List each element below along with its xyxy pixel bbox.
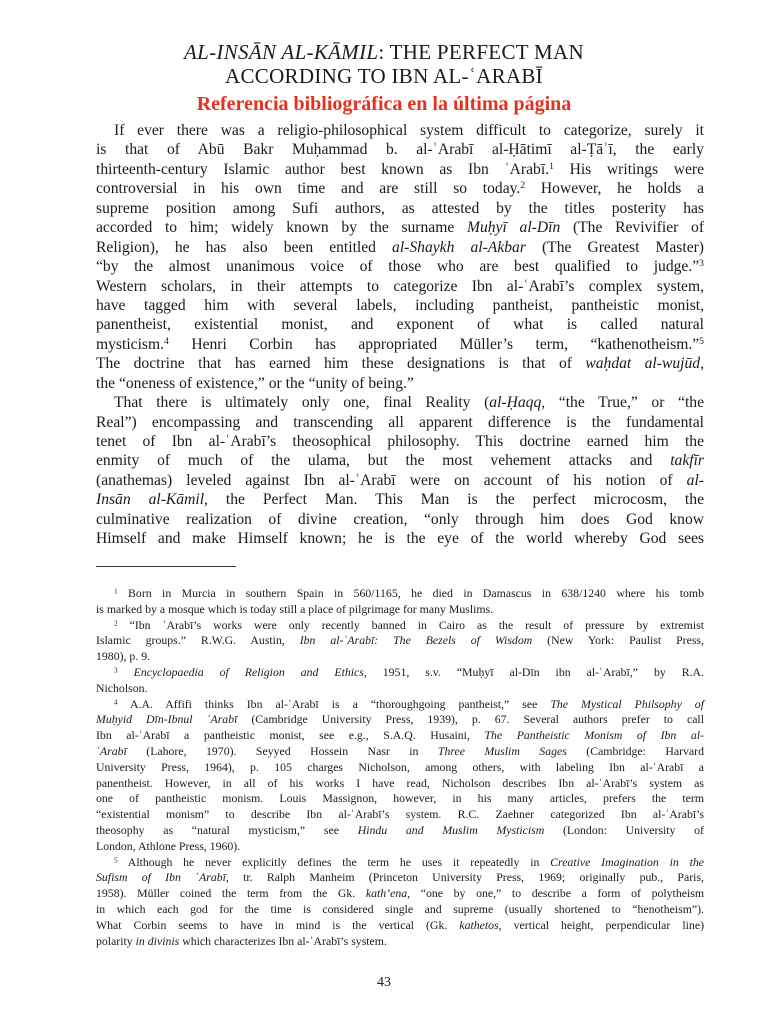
footnote-line: polarity in divinis which characterizes Ibn al-ʿArabī’s system. [96,933,387,948]
title-rest: : THE PERFECT MAN [378,40,584,64]
title-italic: AL-INSĀN AL-KĀMIL [184,40,379,64]
footnote-ref[interactable]: 5 [699,335,704,347]
body-text [96,121,704,549]
body-line: If ever there was a religio-philosophical system difficult to categorize, surely it [114,122,704,139]
footnote-line: is marked by a mosque which is today still a place of pilgrimage for many Muslims. [96,601,494,616]
body-line: Religion), he has also been entitled al-Shaykh al-Akbar (The Greatest Master) [96,238,704,256]
footnote-ref[interactable]: 4 [164,335,169,347]
footnote-1: $^1$ Born in Murcia in southern Spain in 560/1165, he died in Damascus in 638/1240 where his tomb [114,586,704,600]
reference-note-heading: Referencia bibliográfica en la última página [196,93,572,115]
footnote-line: Muḥyid Dīn-Ibnul ʿArabī (Cambridge University Press, 1939), p. 67. Several authors prefer to call [96,712,704,727]
body-line: The doctrine that has earned him these designations is that of waḥdat al-wujūd, [96,355,704,373]
footnote-ref[interactable]: 2 [520,180,526,192]
body-line: culminative realization of divine creation, “only through him does God know [96,510,704,528]
footnote-line: “existential monism” to describe Ibn al-ʿArabī’s system. R.C. Zaehner categorized Ibn al-ʿArabī’s [96,807,704,822]
body-line: Western scholars, in their attempts to categorize Ibn al-ʿArabī’s complex system, [96,277,704,295]
body-line: mysticism.$^4$ Henri Corbin has appropriated Müller’s term, “kathenotheism.”$^5$ [96,335,704,353]
footnote-line: Ibn al-ʿArabī a pantheistic monist, see e.g., S.A.Q. Husaini, The Pantheistic Monism of Ibn al- [96,728,704,743]
body-line: (anathemas) leveled against Ibn al-ʿArabī were on account of his notion of al- [96,471,704,489]
body-line: accorded to him; widely known by the surname Muḥyī al-Dīn (The Revivifier of [96,219,705,237]
footnote-line: ʿArabī (Lahore, 1970). Seyyed Hossein Nasr in Three Muslim Sages (Cambridge: Harvard [96,743,704,758]
footnote-ref[interactable]: 3 [699,258,704,270]
footnote-line: What Corbin seems to have in mind is the vertical (Gk. kathetos, vertical height, perpendicular line) [96,917,704,932]
body-line: is that of Abū Bakr Muḥammad b. al-ʿArabī al-Ḥātimī al-Ṭāʾī, the early [96,141,704,159]
footnote-ref[interactable]: 1 [549,161,554,173]
footnotes [96,586,704,949]
body-line: thirteenth-century Islamic author best known as Ibn ʿArabī.$^1$ His writings were [96,160,704,178]
body-line: Insān al-Kāmil, the Perfect Man. This Man is the perfect microcosm, the [96,491,704,509]
title-line-2: ACCORDING TO IBN AL-ʿARABĪ [225,64,543,88]
body-line: Himself and make Himself known; he is the eye of the world whereby God sees [96,530,704,548]
body-line: controversial in his own time and are still so today.$^2$ However, he holds a [96,180,705,198]
footnote-line: in which each god for the time is considered single and supreme (usually shortened to “henotheism”). [96,901,704,916]
footnote-2: $^2$ “Ibn ʿArabī’s works were only recently banned in Cairo as the result of pressure by extremist [114,617,704,632]
title-line-1 [96,40,672,64]
footnote-line: London, Athlone Press, 1960). [96,838,241,853]
footnote-line: University Press, 1964), p. 105 charges Nicholson, among others, with labeling Ibn al-ʿArabī a [96,759,704,774]
body-line: tenet of Ibn al-ʿArabī’s theosophical philosophy. This doctrine earned him the [96,433,704,450]
page-number: 43 [377,975,391,990]
footnote-line: Nicholson. [96,680,148,695]
footnote-line: Islamic groups.” R.W.G. Austin, Ibn al-ʿArabī: The Bezels of Wisdom (New York: Paulist Press, [96,633,704,648]
body-line: enmity of much of the ulama, but the most vehement attacks and takfīr [96,452,704,470]
article-title [96,40,672,88]
footnote-line: theosophy as “natural mysticism,” see Hindu and Muslim Mysticism (London: University of [96,822,704,837]
body-line: That there is ultimately only one, final Reality (al-Ḥaqq, “the True,” or “the [114,394,704,412]
footnote-3: $^3$ Encyclopaedia of Religion and Ethics, 1951, s.v. “Muḥyī al-Dīn ibn al-ʿArabī,” by R.A. [114,664,704,679]
body-line: supreme position among Sufi authors, as attested by the titles posterity has [96,199,704,217]
footnote-5: $^5$ Although he never explicitly defines the term he uses it repeatedly in Creative Imagination in the [114,854,704,869]
footnote-line: 1958). Müller coined the term from the Gk. kath’ena, “one by one,” to describe a form of polytheism [96,886,705,901]
footnote-line: Sufism of Ibn ʿArabī, tr. Ralph Manheim (Princeton University Press, 1969; originally pub., Paris, [96,870,704,885]
body-line: panentheist, existential monist, and exponent of what is called natural [96,316,704,334]
footnote-line: 1980), p. 9. [96,649,151,664]
body-line: Real”) encompassing and transcending all apparent difference is the fundamental [96,413,704,431]
body-line: have tagged him with several labels, including pantheist, pantheistic monist, [96,296,704,314]
footnote-line: one of pantheistic monism. Louis Massignon, however, in his many articles, prefers the term [96,791,704,806]
footnote-line: panentheist. However, in all of his works I have read, Nicholson describes Ibn al-ʿArabī’s system as [96,775,704,790]
body-line: “by the almost unanimous voice of those who are best qualified to judge.”$^3$ [96,258,704,276]
footnote-4: $^4$ A.A. Affifi thinks Ibn al-ʿArabī is a “thoroughgoing pantheist,” see The Mystical Philsophy of [114,696,704,711]
footnote-divider [96,566,236,567]
body-line: the “oneness of existence,” or the “unity of being.” [96,374,414,392]
